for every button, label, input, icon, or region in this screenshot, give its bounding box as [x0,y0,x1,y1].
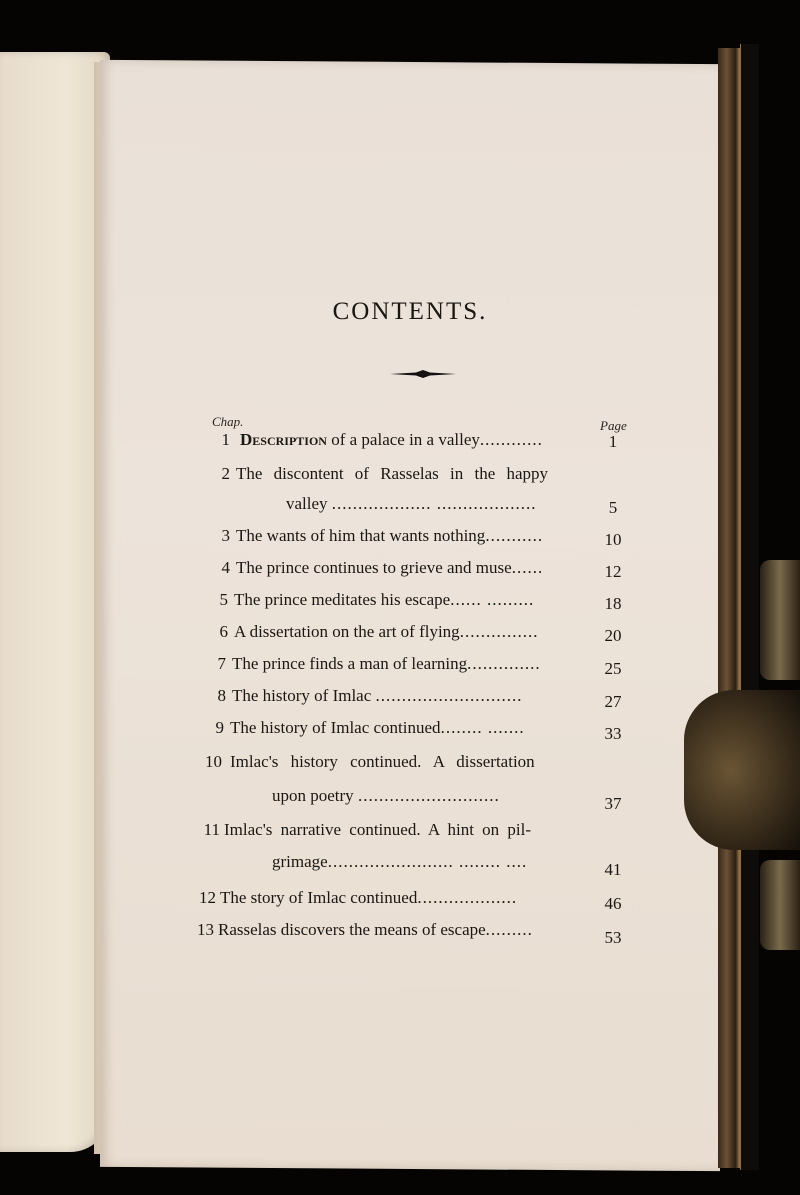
leader-dots: .............. [467,654,541,673]
chapter-title-cont: grimage [272,852,328,871]
book-binding [740,44,759,1170]
leader-dots: ........................ ........ .... [327,852,528,871]
ornament-rule-icon [390,370,456,378]
page-edges [718,48,740,1168]
chapter-title: The discontent of Rasselas in the happy [236,464,549,483]
chapter-title: Imlac's history continued. A dissertation [230,752,535,771]
chapter-title: of a palace in a valley [326,430,480,449]
page-number: 33 [604,724,622,743]
leader-dots: ........................... [357,786,500,805]
page-number: 20 [604,626,622,645]
chapter-number: 1 [221,430,230,449]
page-title: CONTENTS. [332,298,488,325]
chapter-number: 8 [217,686,226,705]
chapter-number: 11 [203,820,220,839]
chapter-lead: Description [240,430,327,449]
chapter-title: A dissertation on the art of flying [234,622,460,641]
page-column-header: Page [600,418,627,433]
chapter-title: Imlac's narrative continued. A hint on pil- [224,820,532,839]
leader-dots: ............... [459,622,539,641]
chapter-title: Rasselas discovers the means of escape [218,920,486,939]
page-number: 18 [604,594,622,613]
chapter-title: The history of Imlac [232,686,376,705]
chapter-title: The wants of him that wants nothing [236,526,486,545]
leader-dots: ........... [485,526,544,545]
chapter-number: 10 [205,752,222,771]
chapter-title-cont: upon poetry [272,786,358,805]
page-number: 10 [604,530,622,549]
chapter-number: 3 [221,526,230,545]
leader-dots: ............ [479,430,543,449]
leader-dots: ................... [417,888,518,907]
page-number: 1 [608,432,618,451]
chapter-number: 5 [219,590,228,609]
chapter-title: The prince continues to grieve and muse [236,558,512,577]
contents-page [100,62,720,1162]
brass-clip-bottom [760,860,800,950]
chapter-title: The prince finds a man of learning [232,654,468,673]
chapter-number: 12 [199,888,216,907]
page-number: 5 [608,498,618,517]
chapter-number: 4 [221,558,230,577]
chapter-column-header: Chap. [212,414,244,429]
leader-dots: ........ ....... [440,718,525,737]
leader-dots: ......... [485,920,533,939]
leader-dots: ...... [511,558,544,577]
leader-dots: ............................ [375,686,523,705]
page-number: 41 [604,860,622,879]
chapter-number: 7 [217,654,226,673]
brass-clip-top [760,560,800,680]
page-number: 46 [604,894,622,913]
leader-dots: ...... ......... [450,590,535,609]
chapter-number: 6 [219,622,228,641]
chapter-title: The prince meditates his escape [234,590,451,609]
page-number: 25 [604,659,622,678]
page-number: 12 [604,562,622,581]
chapter-title-cont: valley [286,494,328,513]
chapter-title: The history of Imlac continued [230,718,441,737]
leader-dots: ................... ................... [331,494,537,513]
chapter-number: 13 [197,920,214,939]
page-number: 53 [604,928,622,947]
chapter-number: 2 [221,464,230,483]
chapter-title: The story of Imlac continued [220,888,418,907]
page-number: 37 [604,794,622,813]
page-number: 27 [604,692,622,711]
chapter-number: 9 [215,718,224,737]
